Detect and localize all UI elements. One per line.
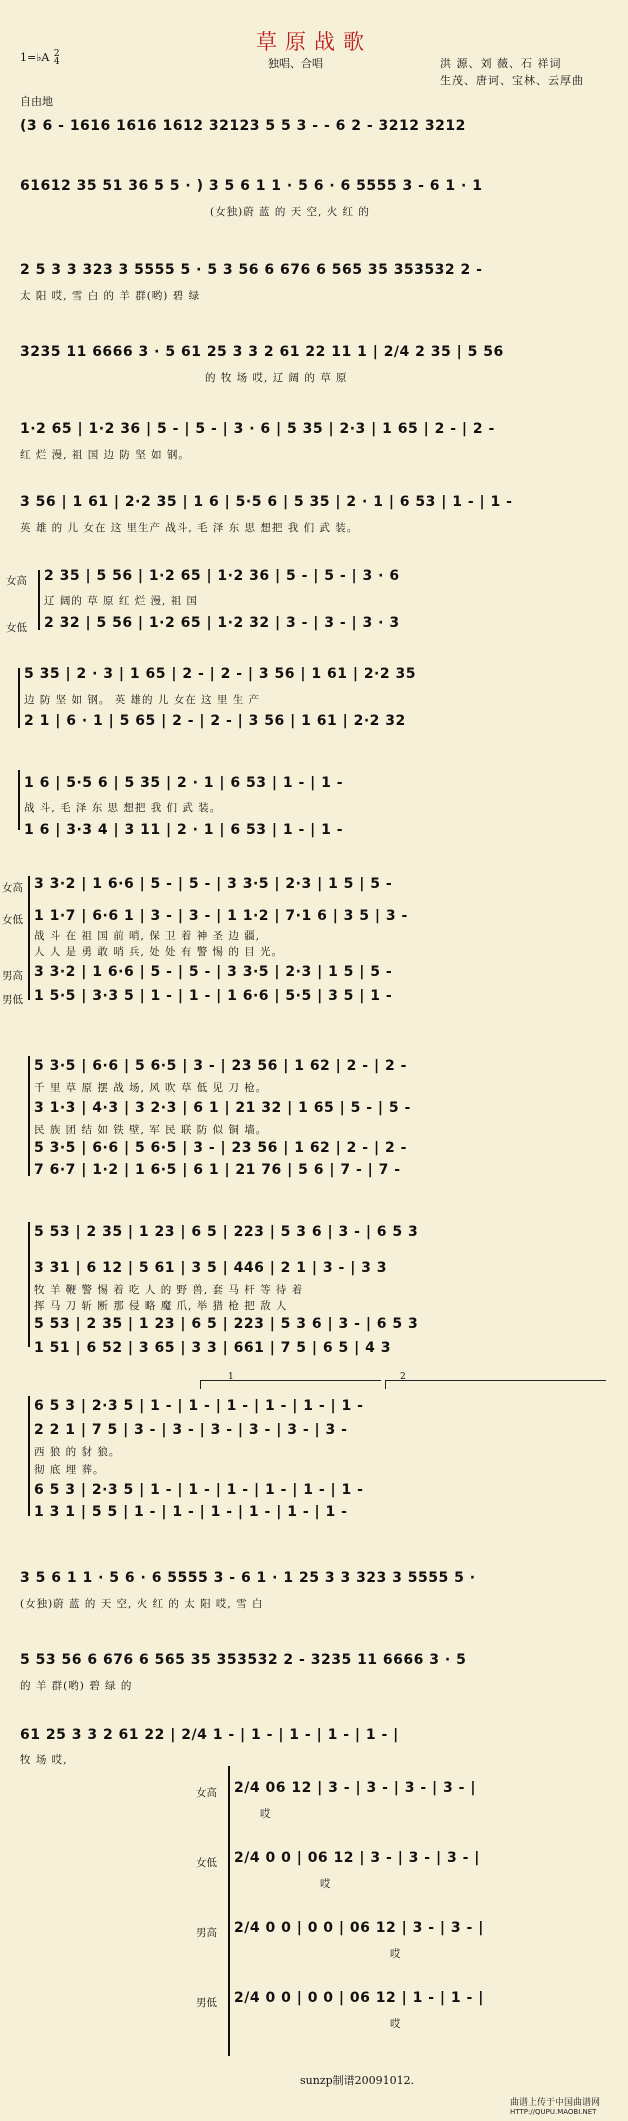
choir-lyric-3a: 牧 羊 鞭 警 惕 着 吃 人 的 野 兽, 套 马 杆 等 待 着 bbox=[34, 1284, 304, 1296]
choir-soprano-row-2: 5 3·5 | 6·6 | 5 6·5 | 3 - | 23 56 | 1 62 | 2 - | 2 - bbox=[34, 1058, 407, 1074]
choir-bass-row-4: 1 3 1 | 5 5 | 1 - | 1 - | 1 - | 1 - | 1 - | 1 - bbox=[34, 1504, 348, 1520]
system-bracket bbox=[28, 1222, 30, 1347]
notation-row-1: (3 6 - 1616 1616 1612 32123 5 5 3 - - 6 2 - 3212 3212 bbox=[20, 118, 466, 134]
system-bracket bbox=[28, 1056, 30, 1176]
tempo-marking: 自由地 bbox=[20, 95, 53, 108]
performance-form: 独唱、合唱 bbox=[268, 57, 323, 70]
duet-alto-row-3: 1 6 | 3·3 4 | 3 11 | 2 · 1 | 6 53 | 1 - | 1 - bbox=[24, 822, 344, 838]
choir-alto-row-1: 1 1·7 | 6·6 1 | 3 - | 3 - | 1 1·2 | 7·1 6 | 3 5 | 3 - bbox=[34, 908, 408, 924]
part-label-bass: 男低 bbox=[2, 994, 23, 1006]
choir-lyric-4a: 西 狼 的 豺 狼。 bbox=[34, 1446, 121, 1458]
notation-row-4: 3235 11 6666 3 · 5 61 25 3 3 2 61 22 11 1 | 2/4 2 35 | 5 56 bbox=[20, 344, 504, 360]
choir-bass-row-3: 1 51 | 6 52 | 3 65 | 3 3 | 661 | 7 5 | 6 5 | 4 3 bbox=[34, 1340, 391, 1356]
watermark-line-2: HTTP://QUPU.MAOBI.NET bbox=[510, 2108, 597, 2116]
composer-credit: 生茂、唐诃、宝林、云厚曲 bbox=[440, 74, 584, 87]
final-bass-notes: 2/4 0 0 | 0 0 | 06 12 | 1 - | 1 - | bbox=[234, 1990, 484, 2006]
final-label-bass: 男低 bbox=[196, 1997, 217, 2009]
notation-row-reprise-2: 5 53 56 6 676 6 565 35 353532 2 - 3235 11 6666 3 · 5 bbox=[20, 1652, 467, 1668]
system-bracket bbox=[228, 1766, 230, 2056]
part-label-soprano: 女高 bbox=[6, 575, 27, 587]
system-bracket bbox=[18, 770, 20, 830]
system-bracket bbox=[28, 1396, 30, 1516]
part-label-soprano: 女高 bbox=[2, 882, 23, 894]
volta-bracket-2 bbox=[385, 1380, 606, 1389]
duet-alto-row-1: 2 32 | 5 56 | 1·2 65 | 1·2 32 | 3 - | 3 - | 3 · 3 bbox=[44, 615, 400, 631]
system-bracket bbox=[28, 876, 30, 1000]
lyric-row-5: 红 烂 漫, 祖 国 边 防 坚 如 钢。 bbox=[20, 449, 190, 461]
transcriber-signature: sunzp制谱20091012. bbox=[300, 2074, 415, 2087]
part-label-alto: 女低 bbox=[2, 914, 23, 926]
choir-alto-row-4: 2 2 1 | 7 5 | 3 - | 3 - | 3 - | 3 - | 3 - | 3 - bbox=[34, 1422, 348, 1438]
choir-soprano-row-4: 6 5 3 | 2·3 5 | 1 - | 1 - | 1 - | 1 - | 1 - | 1 - bbox=[34, 1398, 364, 1414]
choir-tenor-row-1: 3 3·2 | 1 6·6 | 5 - | 5 - | 3 3·5 | 2·3 | 1 5 | 5 - bbox=[34, 964, 393, 980]
system-bracket bbox=[18, 668, 20, 728]
volta-1-label: 1 bbox=[228, 1372, 234, 1382]
final-label-alto: 女低 bbox=[196, 1857, 217, 1869]
final-alto-notes: 2/4 0 0 | 06 12 | 3 - | 3 - | 3 - | bbox=[234, 1850, 480, 1866]
song-title: 草原战歌 bbox=[256, 30, 372, 54]
final-tenor-lyric: 哎 bbox=[390, 1948, 402, 1960]
final-bass-lyric: 哎 bbox=[390, 2018, 402, 2030]
system-bracket bbox=[38, 570, 40, 630]
duet-soprano-row-2: 5 35 | 2 · 3 | 1 65 | 2 - | 2 - | 3 56 | 1 61 | 2·2 35 bbox=[24, 666, 416, 682]
key-signature bbox=[20, 50, 60, 66]
choir-lyric-2a: 千 里 草 原 摆 战 场, 风 吹 草 低 见 刀 枪。 bbox=[34, 1082, 268, 1094]
duet-lyric-row-2: 边 防 坚 如 钢。 英 雄的 儿 女在 这 里 生 产 bbox=[24, 694, 261, 706]
choir-bass-row-1: 1 5·5 | 3·3 5 | 1 - | 1 - | 1 6·6 | 5·5 | 3 5 | 1 - bbox=[34, 988, 393, 1004]
duet-soprano-row-3: 1 6 | 5·5 6 | 5 35 | 2 · 1 | 6 53 | 1 - | 1 - bbox=[24, 775, 344, 791]
lyric-row-reprise-2: 的 羊 群(哟) 碧 绿 的 bbox=[20, 1680, 133, 1692]
duet-lyric-row-1: 辽 阔的 草 原 红 烂 漫, 祖 国 bbox=[44, 595, 199, 607]
final-tenor-notes: 2/4 0 0 | 0 0 | 06 12 | 3 - | 3 - | bbox=[234, 1920, 484, 1936]
choir-alto-row-3: 3 31 | 6 12 | 5 61 | 3 5 | 446 | 2 1 | 3 - | 3 3 bbox=[34, 1260, 388, 1276]
choir-tenor-row-3: 5 53 | 2 35 | 1 23 | 6 5 | 223 | 5 3 6 | 3 - | 6 5 3 bbox=[34, 1316, 419, 1332]
lyric-row-2: (女独)蔚 蓝 的 天 空, 火 红 的 bbox=[210, 206, 370, 218]
time-den: 4 bbox=[53, 57, 60, 67]
lyric-row-reprise-1: (女独)蔚 蓝 的 天 空, 火 红 的 太 阳 哎, 雪 白 bbox=[20, 1598, 264, 1610]
website-watermark bbox=[510, 2095, 626, 2117]
choir-soprano-row-3: 5 53 | 2 35 | 1 23 | 6 5 | 223 | 5 3 6 | 3 - | 6 5 3 bbox=[34, 1224, 419, 1240]
final-alto-lyric: 哎 bbox=[320, 1878, 332, 1890]
duet-alto-row-2: 2 1 | 6 · 1 | 5 65 | 2 - | 2 - | 3 56 | 1 61 | 2·2 32 bbox=[24, 713, 406, 729]
notation-row-3: 2 5 3 3 323 3 5555 5 · 5 3 56 6 676 6 565 35 353532 2 - bbox=[20, 262, 483, 278]
final-label-soprano: 女高 bbox=[196, 1787, 217, 1799]
volta-2-label: 2 bbox=[400, 1372, 406, 1382]
choir-lyric-2b: 民 族 团 结 如 铁 壁, 军 民 联 防 似 铜 墙。 bbox=[34, 1124, 268, 1136]
choir-lyric-1b: 人 人 是 勇 敢 哨 兵, 处 处 有 警 惕 的 目 光。 bbox=[34, 946, 284, 958]
key-text: 1=♭A bbox=[20, 51, 50, 64]
notation-row-5: 1·2 65 | 1·2 36 | 5 - | 5 - | 3 · 6 | 5 35 | 2·3 | 1 65 | 2 - | 2 - bbox=[20, 421, 495, 437]
lyric-row-6: 英 雄 的 儿 女在 这 里生产 战斗, 毛 泽 东 思 想把 我 们 武 装。 bbox=[20, 522, 359, 534]
part-label-alto: 女低 bbox=[6, 622, 27, 634]
lyric-row-4: 的 牧 场 哎, 辽 阔 的 草 原 bbox=[205, 372, 348, 384]
choir-lyric-3b: 挥 马 刀 斩 断 那 侵 略 魔 爪, 举 猎 枪 把 敌 人 bbox=[34, 1300, 288, 1312]
lyric-row-reprise-3: 牧 场 哎, bbox=[20, 1754, 68, 1766]
duet-soprano-row-1: 2 35 | 5 56 | 1·2 65 | 1·2 36 | 5 - | 5 - | 3 · 6 bbox=[44, 568, 400, 584]
lyric-row-3: 太 阳 哎, 雪 白 的 羊 群(哟) 碧 绿 bbox=[20, 290, 201, 302]
choir-bass-row-2: 7 6·7 | 1·2 | 1 6·5 | 6 1 | 21 76 | 5 6 | 7 - | 7 - bbox=[34, 1162, 401, 1178]
final-soprano-lyric: 哎 bbox=[260, 1808, 272, 1820]
time-num: 2 bbox=[53, 49, 60, 59]
choir-soprano-row-1: 3 3·2 | 1 6·6 | 5 - | 5 - | 3 3·5 | 2·3 | 1 5 | 5 - bbox=[34, 876, 393, 892]
duet-lyric-row-3: 战 斗, 毛 泽 东 思 想把 我 们 武 装。 bbox=[24, 802, 222, 814]
part-label-tenor: 男高 bbox=[2, 970, 23, 982]
choir-alto-row-2: 3 1·3 | 4·3 | 3 2·3 | 6 1 | 21 32 | 1 65 | 5 - | 5 - bbox=[34, 1100, 411, 1116]
final-soprano-notes: 2/4 06 12 | 3 - | 3 - | 3 - | 3 - | bbox=[234, 1780, 476, 1796]
time-signature bbox=[54, 50, 60, 66]
lyricist-credit: 洪 源、刘 薇、石 祥词 bbox=[440, 57, 562, 70]
choir-lyric-1a: 战 斗 在 祖 国 前 哨, 保 卫 着 神 圣 边 疆, bbox=[34, 930, 261, 942]
choir-lyric-4b: 彻 底 埋 葬。 bbox=[34, 1464, 105, 1476]
notation-row-2: 61612 35 51 36 5 5 · ) 3 5 6 1 1 · 5 6 · 6 5555 3 - 6 1 · 1 bbox=[20, 178, 483, 194]
notation-row-reprise-1: 3 5 6 1 1 · 5 6 · 6 5555 3 - 6 1 · 1 25 3 3 323 3 5555 5 · bbox=[20, 1570, 476, 1586]
notation-row-reprise-3: 61 25 3 3 2 61 22 | 2/4 1 - | 1 - | 1 - | 1 - | 1 - | bbox=[20, 1727, 399, 1743]
final-label-tenor: 男高 bbox=[196, 1927, 217, 1939]
notation-row-6: 3 56 | 1 61 | 2·2 35 | 1 6 | 5·5 6 | 5 35 | 2 · 1 | 6 53 | 1 - | 1 - bbox=[20, 494, 513, 510]
choir-tenor-row-4: 6 5 3 | 2·3 5 | 1 - | 1 - | 1 - | 1 - | 1 - | 1 - bbox=[34, 1482, 364, 1498]
watermark-line-1: 曲谱上传于中国曲谱网 bbox=[510, 2098, 601, 2108]
choir-tenor-row-2: 5 3·5 | 6·6 | 5 6·5 | 3 - | 23 56 | 1 62 | 2 - | 2 - bbox=[34, 1140, 407, 1156]
